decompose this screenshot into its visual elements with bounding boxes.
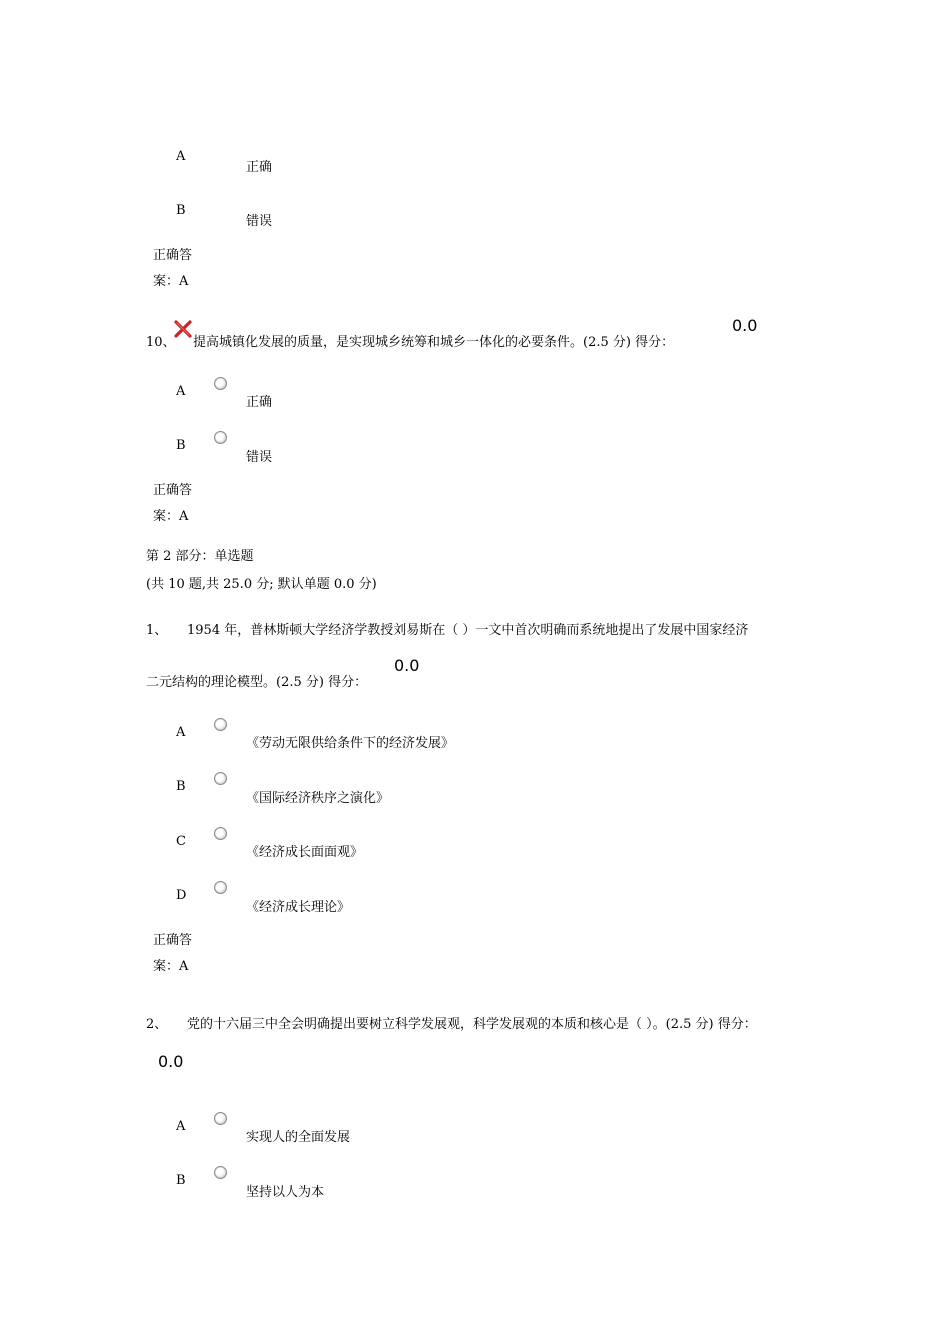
q10-option-b-letter: B: [176, 438, 186, 453]
s2q1-option-c-text: 《经济成长面面观》: [246, 845, 364, 860]
q9-answer-label: 正确答: [153, 248, 193, 263]
s2q1-score: 0.0: [394, 656, 420, 675]
s2q1-option-d-radio[interactable]: [214, 881, 227, 894]
q10-score: 0.0: [732, 316, 758, 335]
s2q1-option-b-radio[interactable]: [214, 772, 227, 785]
s2q1-question-line2: 二元结构的理论模型。(2.5 分) 得分：: [146, 675, 368, 690]
q10-option-a-text: 正确: [246, 395, 273, 410]
q10-answer-label: 正确答: [153, 483, 193, 498]
s2q2-option-a-radio[interactable]: [214, 1112, 227, 1125]
s2q2-question-text: 党的十六届三中全会明确提出要树立科学发展观，科学发展观的本质和核心是（ ）。(2.5 分) 得分：: [187, 1017, 757, 1032]
s2q2-option-b-radio[interactable]: [214, 1166, 227, 1179]
q10-number: 10、: [146, 335, 176, 350]
s2q1-option-d-text: 《经济成长理论》: [246, 900, 351, 915]
s2q1-option-a-letter: A: [176, 725, 186, 740]
s2q2-score: 0.0: [158, 1052, 184, 1071]
q9-option-b-text: 错误: [246, 214, 273, 229]
s2q1-option-a-radio[interactable]: [214, 718, 227, 731]
s2q1-option-b-text: 《国际经济秩序之演化》: [246, 791, 390, 806]
red-x-icon: [173, 319, 193, 339]
s2q1-option-c-letter: C: [176, 834, 186, 849]
s2q1-answer-value: 案：A: [153, 959, 189, 974]
s2q2-option-b-letter: B: [176, 1173, 186, 1188]
q9-option-a-text: 正确: [246, 160, 273, 175]
q9-option-b-letter: B: [176, 203, 186, 218]
q10-option-a-radio[interactable]: [214, 377, 227, 390]
s2q1-option-b-letter: B: [176, 779, 186, 794]
q10-question-text: 提高城镇化发展的质量，是实现城乡统筹和城乡一体化的必要条件。(2.5 分) 得分：: [193, 335, 675, 350]
s2q1-number: 1、: [146, 623, 168, 638]
s2q2-option-b-text: 坚持以人为本: [246, 1185, 325, 1200]
s2q1-option-a-text: 《劳动无限供给条件下的经济发展》: [246, 736, 455, 751]
q9-option-a-letter: A: [176, 149, 186, 164]
q10-answer-value: 案：A: [153, 509, 189, 524]
q10-option-a-letter: A: [176, 384, 186, 399]
s2q2-option-a-text: 实现人的全面发展: [246, 1130, 351, 1145]
q10-option-b-text: 错误: [246, 450, 273, 465]
s2q1-option-d-letter: D: [176, 888, 187, 903]
section-summary: (共 10 题,共 25.0 分; 默认单题 0.0 分): [146, 577, 377, 592]
q10-option-b-radio[interactable]: [214, 431, 227, 444]
s2q2-number: 2、: [146, 1017, 168, 1032]
s2q1-answer-label: 正确答: [153, 933, 193, 948]
s2q1-option-c-radio[interactable]: [214, 827, 227, 840]
s2q1-question-line1: 1954 年，普林斯顿大学经济学教授刘易斯在（ ）一文中首次明确而系统地提出了发展中国家经济: [187, 623, 749, 638]
s2q2-option-a-letter: A: [176, 1119, 186, 1134]
q9-answer-value: 案：A: [153, 274, 189, 289]
section-title: 第 2 部分：单选题: [146, 549, 254, 564]
